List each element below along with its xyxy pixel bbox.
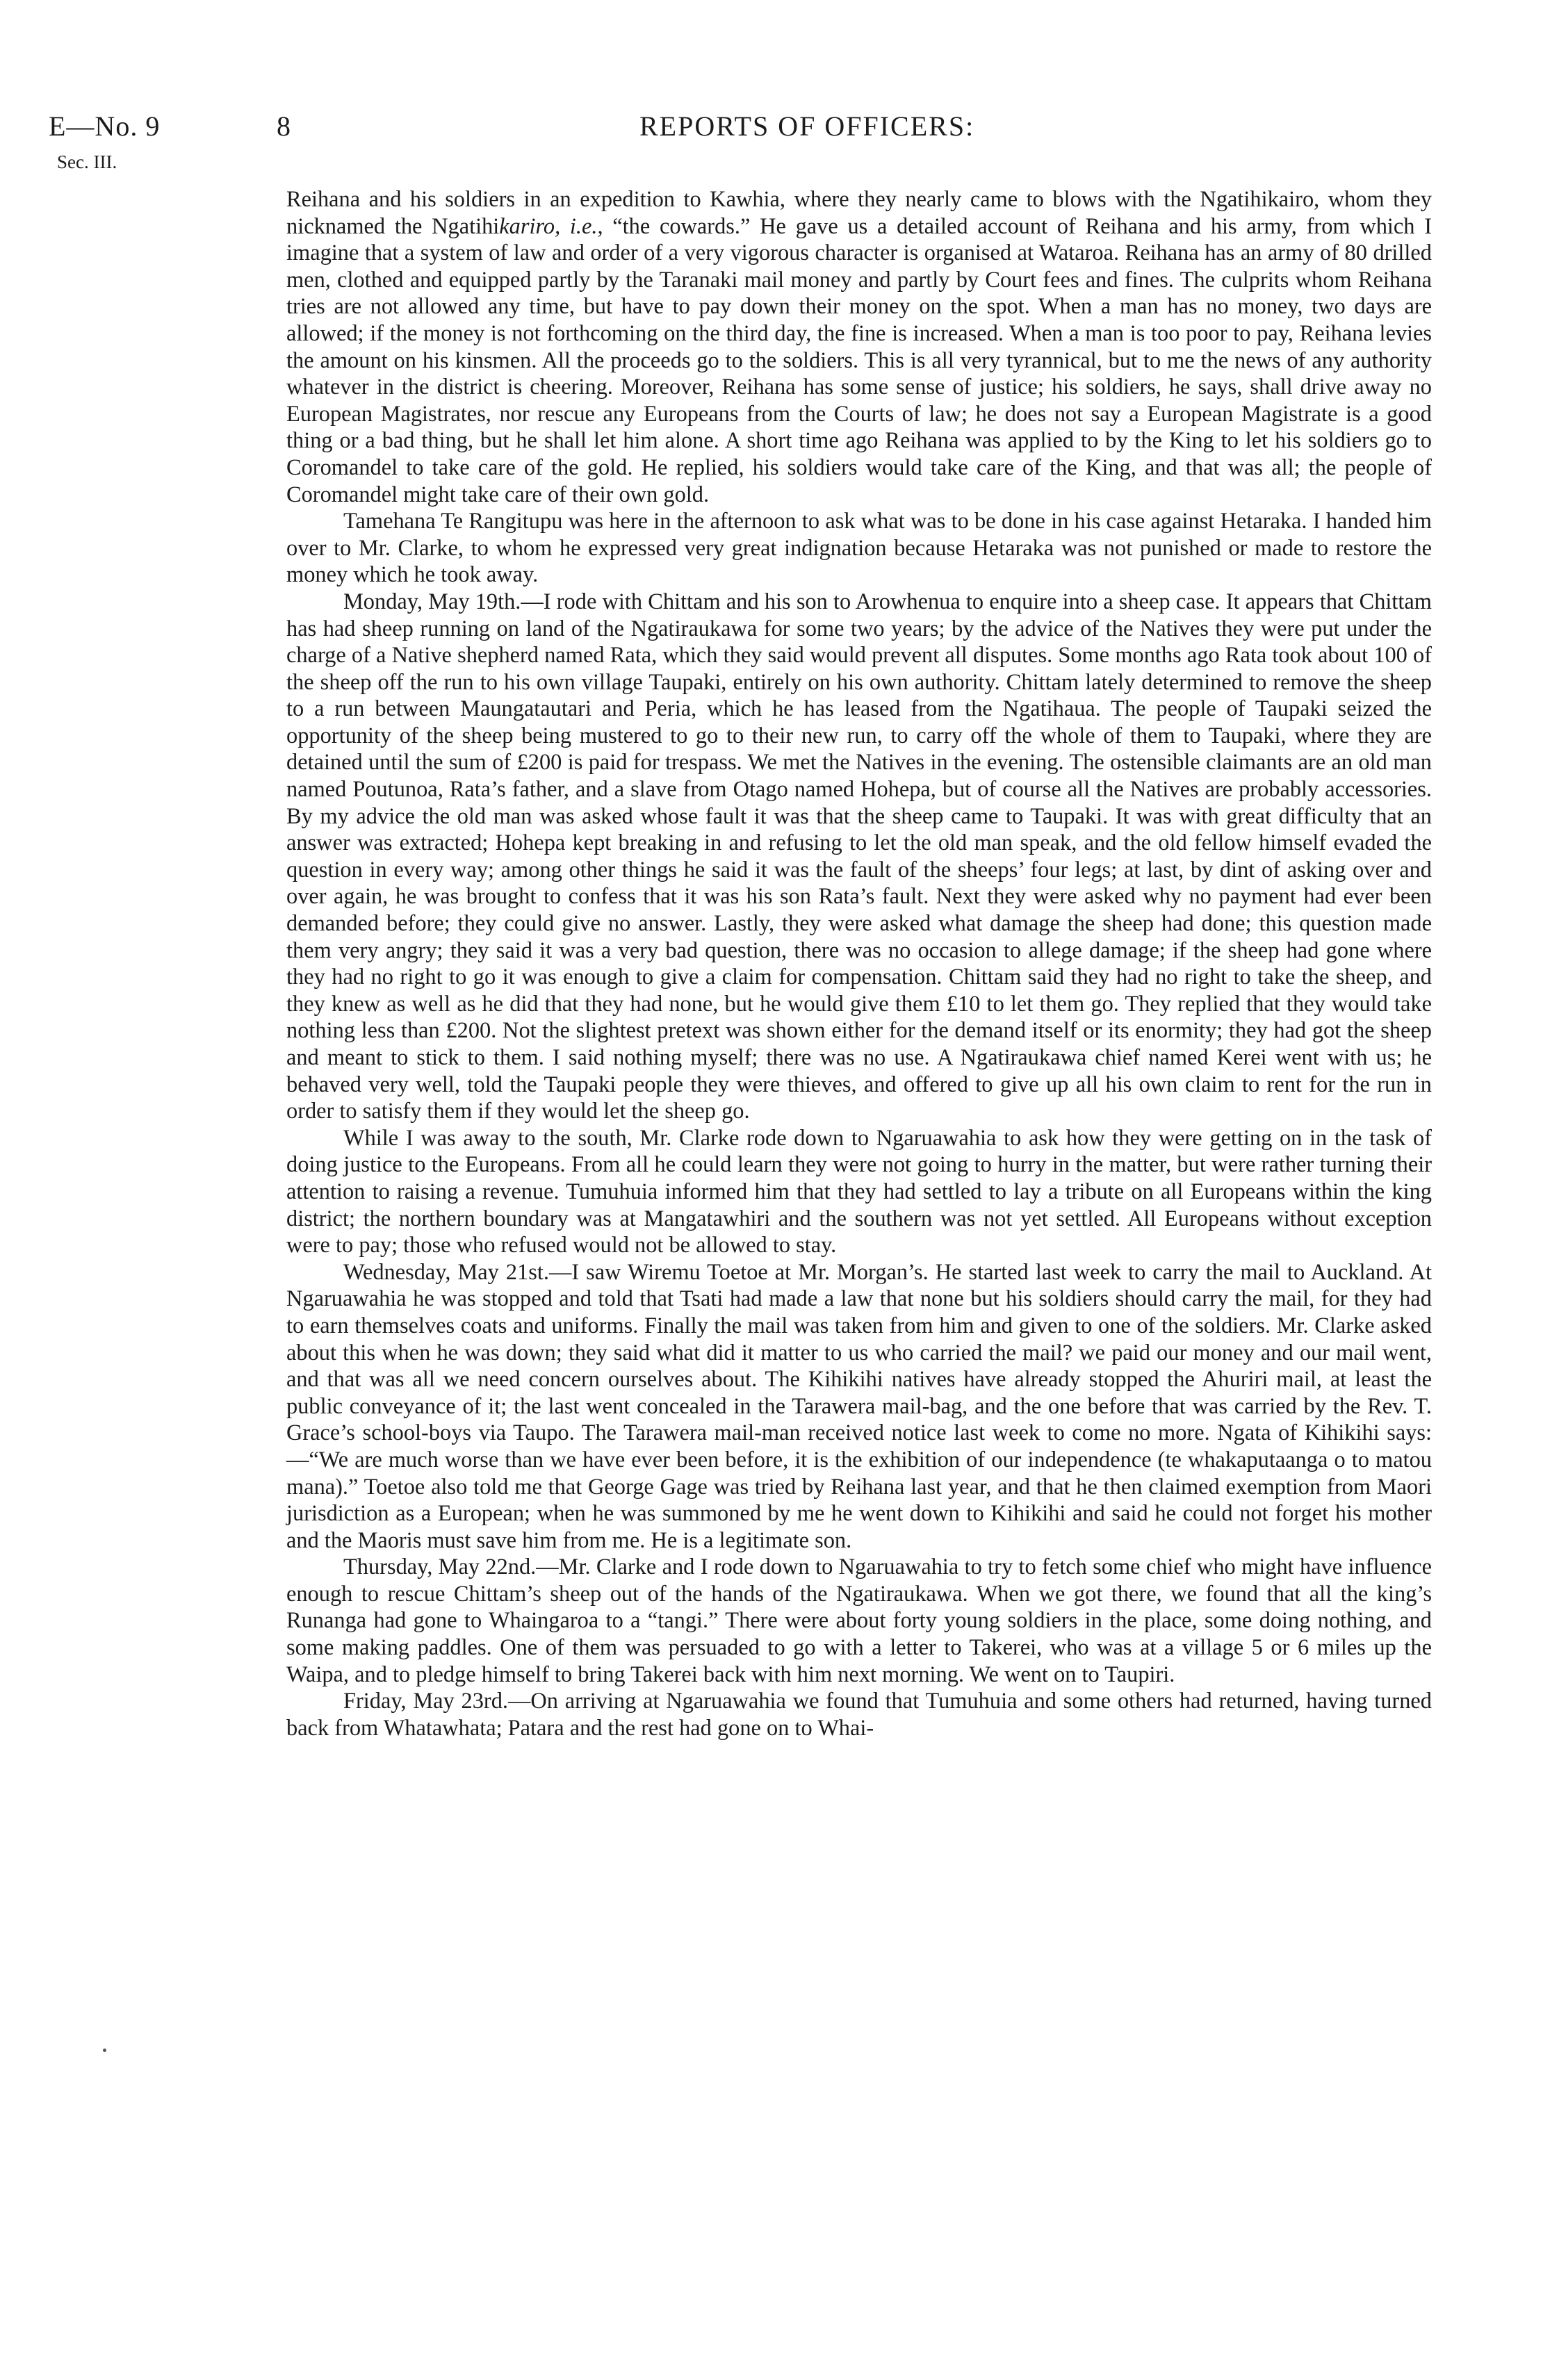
text-run: Thursday, May 22nd.—Mr. Clarke and I rode down to Ngaruawahia to try to fetch some chief who might have influence enough to rescue Chittam’s sheep out of the hands of the Ngatiraukawa. When we got there, we found that all the king’s Runanga had gone to Whaingaroa to a “tangi.” There were about forty young soldiers in the place, some doing nothing, and some making paddles. One of them was persuaded to go with a letter to Takerei, who was at a village 5 or 6 miles up the Waipa, and to pledge himself to bring Takerei back with him next morning. We went on to Taupiri.	[286, 1554, 1432, 1687]
paragraph	[286, 186, 1432, 508]
print-speck	[103, 2049, 106, 2052]
text-run: Tamehana Te Rangitupu was here in the afternoon to ask what was to be done in his case against Hetaraka. I handed him over to Mr. Clarke, to whom he expressed very great indignation because Hetaraka was not punished or made to restore the money which he took away.	[286, 509, 1432, 588]
section-label: Sec. III.	[57, 151, 117, 172]
paragraph	[286, 1688, 1432, 1741]
body-text	[286, 186, 1432, 1741]
text-run: Monday, May 19th.—I rode with Chittam and his son to Arowhenua to enquire into a sheep case. It appears that Chittam has had sheep running on land of the Ngatiraukawa for some two years; by the advice of the Natives they were put under the charge of a Native shepherd named Rata, which they said would prevent all disputes. Some months ago Rata took about 100 of the sheep off the run to his own village Taupaki, entirely on his own authority. Chittam lately determined to remove the sheep to a run between Maungatautari and Peria, which he has leased from the Ngatihaua. The people of Taupaki seized the opportunity of the sheep being mustered to go to their new run, to carry off the whole of them to Taupaki, where they are detained until the sum of £200 is paid for trespass. We met the Natives in the evening. The ostensible claimants are an old man named Poutunoa, Rata’s father, and a slave from Otago named Hohepa, but of course all the Natives are probably accessories. By my advice the old man was asked whose fault it was that the sheep came to Taupaki. It was with great difficulty that an answer was extracted; Hohepa kept breaking in and refusing to let the old man speak, and the old fellow himself evaded the question in every way; among other things he said it was the fault of the sheeps’ four legs; at last, by dint of asking over and over again, he was brought to confess that it was his son Rata’s fault. Next they were asked why no payment had ever been demanded before; they could give no answer. Lastly, they were asked what damage the sheep had done; this question made them very angry; they said it was a very bad question, there was no occasion to allege damage; if the sheep had gone where they had no right to go it was enough to give a claim for compensation. Chittam said they had no right to take the sheep, and they knew as well as he did that they had none, but he would give them £10 to let them go. They replied that they would take nothing less than £200. Not the slightest pretext was shown either for the demand itself or its enormity; they had got the sheep and meant to stick to them. I said nothing myself; there was no use. A Ngatiraukawa chief named Kerei went with us; he behaved very well, told the Taupaki people they were thieves, and offered to give up all his own claim to rent for the run in order to satisfy them if they would let the sheep go.	[286, 589, 1432, 1124]
paragraph	[286, 1554, 1432, 1688]
running-head: REPORTS OF OFFICERS:	[639, 110, 975, 142]
page-number: 8	[277, 110, 291, 142]
text-run: Wednesday, May 21st.—I saw Wiremu Toetoe at Mr. Morgan’s. He started last week to carry the mail to Auckland. At Ngaruawahia he was stopped and told that Tsati had made a law that none but his soldiers should carry the mail, for they had to earn themselves coats and uniforms. Finally the mail was taken from him and given to one of the soldiers. Mr. Clarke asked about this when he was down; they said what did it matter to us who carried the mail? we paid our money and our mail went, and that was all we need concern ourselves about. The Kihikihi natives have already stopped the Ahuriri mail, at least the public conveyance of it; the last went concealed in the Tarawera mail-bag, and the one before that was carried by the Rev. T. Grace’s school-boys via Taupo. The Tarawera mail-man received notice last week to come no more. Ngata of Kihikihi says:—“We are much worse than we have ever been before, it is the exhibition of our independence (te whakaputaanga o to matou mana).” Toetoe also told me that George Gage was tried by Reihana last year, and that he then claimed exemption from Maori jurisdiction as a European; when he was summoned by me he went down to Kihikihi and said he could not forget his mother and the Maoris must save him from me. He is a legitimate son.	[286, 1259, 1432, 1553]
italic-text-run: kariro, i.e.	[499, 213, 598, 239]
paragraph	[286, 1125, 1432, 1259]
paragraph	[286, 508, 1432, 589]
paragraph	[286, 1259, 1432, 1554]
text-run: Friday, May 23rd.—On arriving at Ngaruawahia we found that Tumuhuia and some others had returned, having turned back from Whatawhata; Patara and the rest had gone on to Whai-	[286, 1689, 1432, 1741]
text-run: While I was away to the south, Mr. Clarke rode down to Ngaruawahia to ask how they were getting on in the task of doing justice to the Europeans. From all he could learn they were not going to hurry in the matter, but were rather turning their attention to raising a revenue. Tumuhuia informed him that they had settled to lay a tribute on all Europeans within the king district; the northern boundary was at Mangatawhiri and the southern was not yet settled. All Europeans without exception were to pay; those who refused would not be allowed to stay.	[286, 1125, 1432, 1258]
document-number: E—No. 9	[49, 110, 161, 142]
text-run: , “the cowards.” He gave us a detailed account of Reihana and his army, from which I imagine that a system of law and order of a very vigorous character is organised at Wataroa. Reihana has an army of 80 drilled men, clothed and equipped partly by the Taranaki mail money and partly by Court fees and fines. The culprits whom Reihana tries are not allowed any time, but have to pay down their money on the spot. When a man has no money, two days are allowed; if the money is not forthcoming on the third day, the fine is increased. When a man is too poor to pay, Reihana levies the amount on his kinsmen. All the proceeds go to the soldiers. This is all very tyrannical, but to me the news of any authority whatever in the district is cheering. Moreover, Reihana has some sense of justice; his soldiers, he says, shall drive away no European Magistrates, nor rescue any Europeans from the Courts of law; he does not say a European Magistrate is a good thing or a bad thing, but he shall let him alone. A short time ago Reihana was applied to by the King to let his soldiers go to Coromandel to take care of the gold. He replied, his soldiers would take care of the King, and that was all; the people of Coromandel might take care of their own gold.	[286, 213, 1432, 507]
text-run: Reihana and his soldiers in an expedition to Kawhia, where they nearly came to blows with the Ngatihikairo, whom they nicknamed the Ngatihi	[286, 187, 1432, 239]
paragraph	[286, 589, 1432, 1125]
